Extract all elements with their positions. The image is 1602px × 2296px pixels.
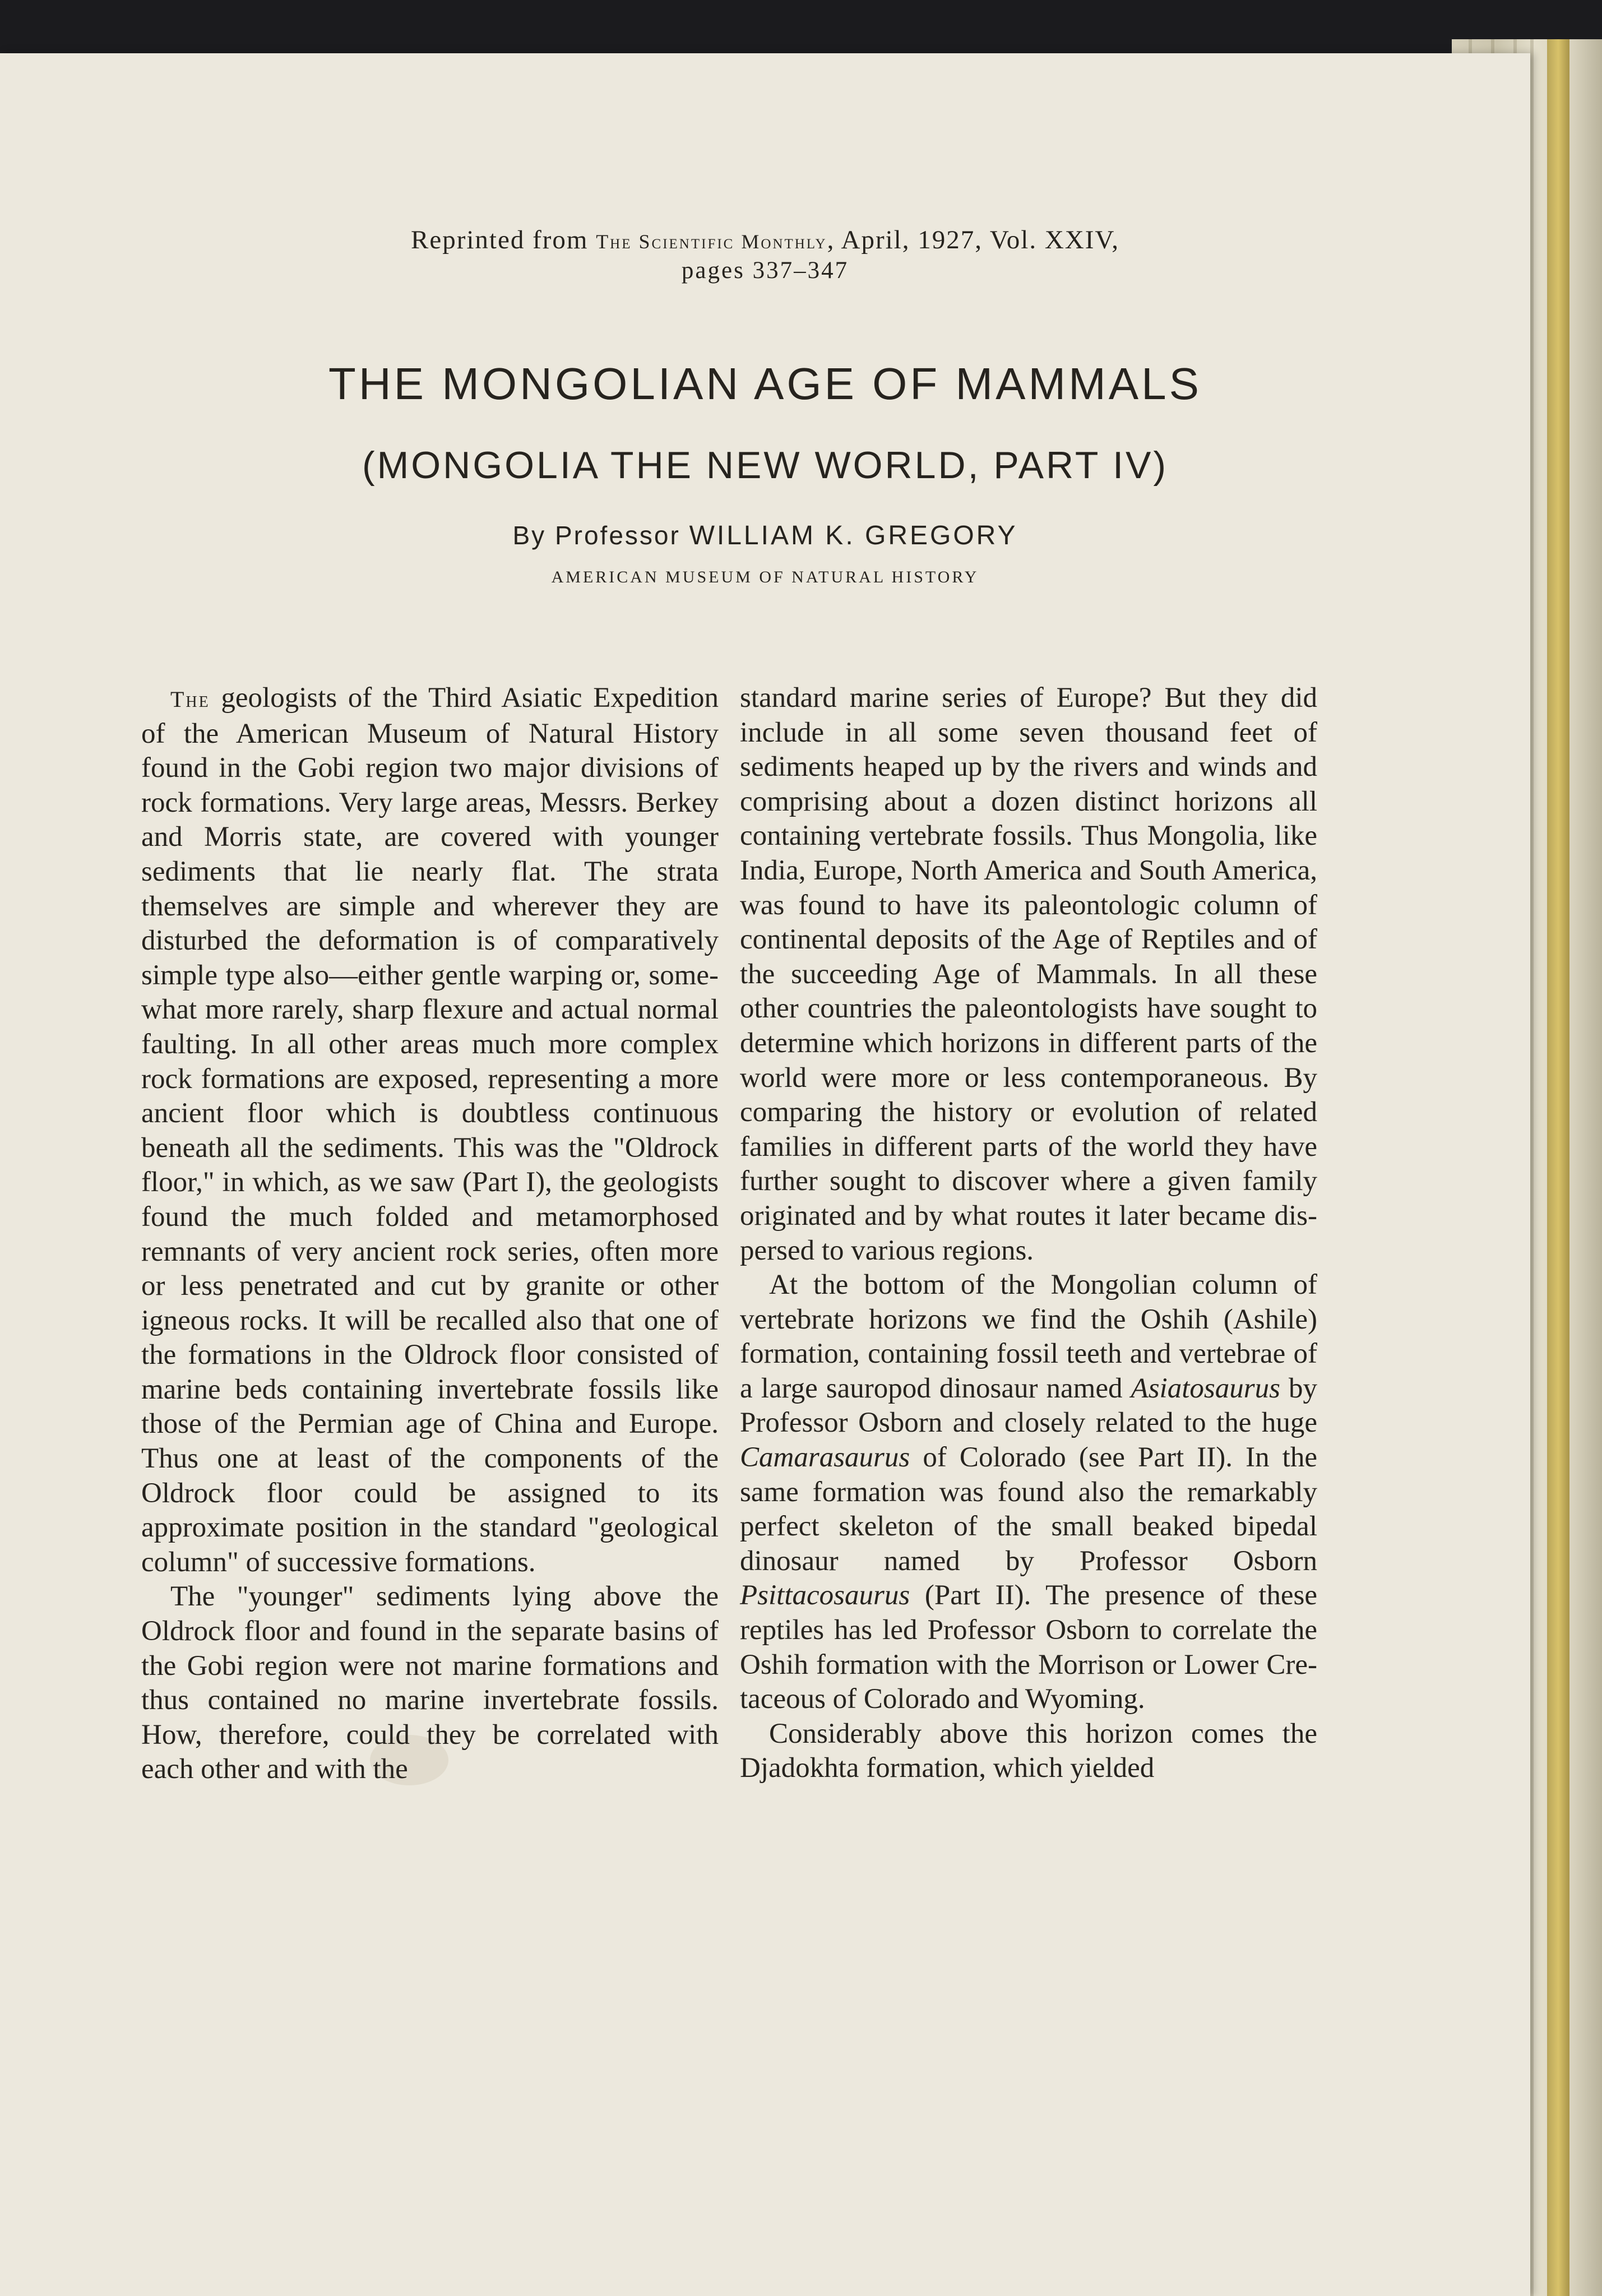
paragraph-text: of Colorado (see Part II). In the same formation was found also the remarkably perfect skeleton of the small beaked bipedal dinosaur named by Professor Osborn (740, 1442, 1317, 1577)
taxon-name: Asiatosaurus (1131, 1372, 1280, 1404)
reprint-line (0, 223, 1530, 258)
paragraph: Considerably above this horizon comes the Djadokhta formation, which yielded (740, 1718, 1317, 1784)
reprint-prefix: Reprinted from (410, 225, 596, 254)
paragraph-text: At the bottom of the Mongolian column of vertebrate horizons we find the Oshih (Ashile) formation, containing fossil teeth and vertebrae of a large sauropod dinosaur named (740, 1269, 1317, 1404)
right-column (740, 681, 1317, 1786)
left-column (141, 681, 719, 1787)
paragraph-text: by Professor Osborn and closely related to the huge (740, 1372, 1318, 1439)
article-subtitle: (MONGOLIA THE NEW WORLD, PART IV) (362, 444, 1168, 487)
reprint-suffix: , April, 1927, Vol. XXIV, (827, 225, 1120, 254)
article-title: THE MONGOLIAN AGE OF MAMMALS (328, 359, 1202, 409)
paragraph: The "younger" sediments lying above the Oldrock floor and found in the separate basins of the Gobi region were not marine formations and thus contained no marine invertebrate fossils. How, therefore, could they be correlated with each other and with the (141, 1581, 719, 1785)
paragraph-text: (Part II). The presence of these reptiles has led Professor Osborn to correlate the Oshih formation with the Morrison or Lower Cretaceous of Colorado and Wyoming. (740, 1580, 1317, 1715)
taxon-name: Camarasaurus (740, 1442, 910, 1474)
taxon-name: Psittacosaurus (740, 1580, 910, 1612)
paragraph-text: geologists of the Third Asiatic Expedition of the American Museum of Natural History found in the Gobi region two major divisions of rock formations. Very large areas, Messrs. Berkey and Morris state, are covered with younger sediments that lie nearly flat. The strata themselves are simple and wherever they are disturbed the deformation is of comparatively simple type also—either gentle warping or, somewhat more rarely, sharp flexure and actual normal faulting. In all other areas much more complex rock formations are exposed, representing a more ancient floor which is doubtless continuous beneath all the sediments. This was the "Oldrock floor," in which, as we saw (Part I), the geologists found the much folded and metamorphosed remnants of very ancient rock series, often more or less penetrated and cut by granite or other igneous rocks. It will be recalled also that one of the formations in the Oldrock floor consisted of marine beds containing invertebrate fossils like those of the Permian age of China and Europe. Thus one at least of the components of the Oldrock floor could be assigned to its approximate position in the standard "geological column" of successive formations. (141, 682, 719, 1578)
page-range: pages 337–347 (681, 257, 849, 284)
paper-page (0, 53, 1530, 2296)
binding-strip (1547, 39, 1569, 2296)
author-affiliation: AMERICAN MUSEUM OF NATURAL HISTORY (551, 568, 979, 586)
byline (0, 519, 1530, 553)
journal-name: The Scientific Monthly (596, 230, 827, 253)
byline-prefix: By Professor (512, 521, 689, 550)
lead-word: The (170, 687, 210, 712)
paragraph (740, 1268, 1317, 1717)
paragraph (141, 681, 719, 1580)
paragraph: standard marine series of Europe? But they did include in all some seven thousand feet of sediments heaped up by the rivers and winds and comprising about a dozen distinct horizons all containing vertebrate fossils. Thus Mongolia, like India, Europe, North America and South America, was found to have its paleontologic column of continental deposits of the Age of Reptiles and of the succeeding Age of Mammals. In all these other countries the paleontologists have sought to determine which horizons in different parts of the world were more or less contemporaneous. By comparing the history or evolution of related families in different parts of the world they have further sought to discover where a given family originated and by what routes it later became dispersed to various regions. (740, 682, 1317, 1266)
author-name: WILLIAM K. GREGORY (689, 521, 1018, 550)
